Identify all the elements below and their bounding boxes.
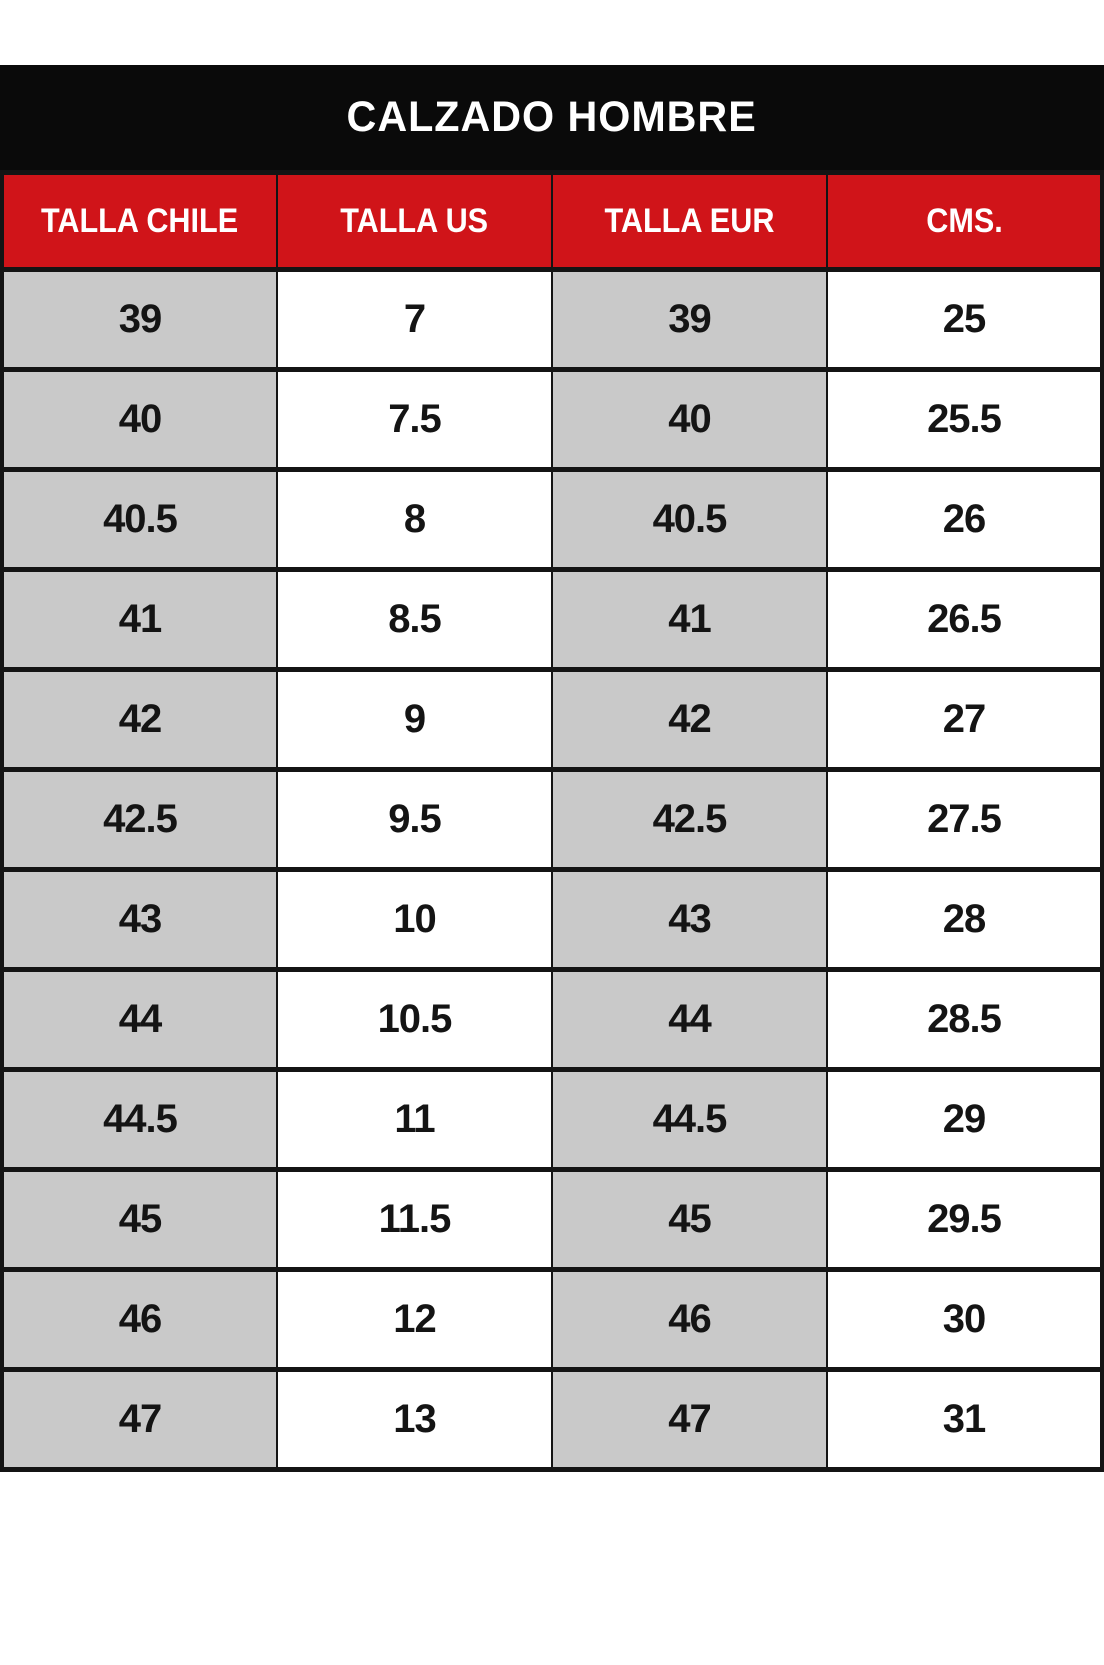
size-chart-page: [0, 65, 1104, 1665]
cell-talla-eur: 47: [552, 1370, 827, 1470]
cell-talla-eur: 44: [552, 970, 827, 1070]
column-header-talla-us: [277, 173, 552, 270]
cell-talla-chile: 40: [2, 370, 277, 470]
cell-talla-chile: 39: [2, 270, 277, 370]
cell-talla-chile: 44.5: [2, 1070, 277, 1170]
size-table: [0, 170, 1104, 1472]
cell-talla-chile: 45: [2, 1170, 277, 1270]
cell-cms: 31: [827, 1370, 1102, 1470]
column-header-label: TALLA EUR: [604, 201, 775, 240]
cell-cms: 26: [827, 470, 1102, 570]
cell-talla-eur: 42.5: [552, 770, 827, 870]
table-row: [2, 1270, 1102, 1370]
cell-cms: 25: [827, 270, 1102, 370]
cell-talla-us: 9: [277, 670, 552, 770]
cell-cms: 27: [827, 670, 1102, 770]
cell-talla-chile: 41: [2, 570, 277, 670]
cell-talla-us: 9.5: [277, 770, 552, 870]
cell-talla-eur: 44.5: [552, 1070, 827, 1170]
table-row: [2, 470, 1102, 570]
column-header-label: TALLA US: [340, 201, 489, 240]
cell-cms: 25.5: [827, 370, 1102, 470]
chart-title: CALZADO HOMBRE: [346, 93, 758, 141]
cell-cms: 28: [827, 870, 1102, 970]
table-row: [2, 370, 1102, 470]
cell-talla-chile: 46: [2, 1270, 277, 1370]
chart-title-banner: [0, 65, 1104, 170]
cell-cms: 29.5: [827, 1170, 1102, 1270]
table-row: [2, 870, 1102, 970]
table-row: [2, 1370, 1102, 1470]
cell-talla-us: 11.5: [277, 1170, 552, 1270]
cell-talla-chile: 40.5: [2, 470, 277, 570]
column-header-talla-chile: [2, 173, 277, 270]
cell-talla-chile: 43: [2, 870, 277, 970]
cell-talla-us: 10: [277, 870, 552, 970]
table-row: [2, 1070, 1102, 1170]
cell-talla-chile: 42: [2, 670, 277, 770]
header-row: [2, 173, 1102, 270]
cell-talla-chile: 44: [2, 970, 277, 1070]
table-row: [2, 970, 1102, 1070]
cell-talla-us: 7: [277, 270, 552, 370]
cell-cms: 30: [827, 1270, 1102, 1370]
cell-talla-us: 10.5: [277, 970, 552, 1070]
table-row: [2, 1170, 1102, 1270]
cell-talla-us: 8.5: [277, 570, 552, 670]
cell-talla-eur: 45: [552, 1170, 827, 1270]
column-header-label: TALLA CHILE: [41, 201, 239, 240]
cell-talla-us: 11: [277, 1070, 552, 1170]
table-row: [2, 270, 1102, 370]
cell-talla-us: 12: [277, 1270, 552, 1370]
cell-cms: 29: [827, 1070, 1102, 1170]
cell-talla-us: 13: [277, 1370, 552, 1470]
cell-cms: 27.5: [827, 770, 1102, 870]
cell-talla-eur: 40.5: [552, 470, 827, 570]
table-row: [2, 570, 1102, 670]
cell-talla-eur: 46: [552, 1270, 827, 1370]
table-row: [2, 670, 1102, 770]
table-row: [2, 770, 1102, 870]
cell-talla-eur: 39: [552, 270, 827, 370]
cell-cms: 28.5: [827, 970, 1102, 1070]
cell-cms: 26.5: [827, 570, 1102, 670]
cell-talla-chile: 47: [2, 1370, 277, 1470]
column-header-label: CMS.: [925, 201, 1003, 240]
cell-talla-us: 8: [277, 470, 552, 570]
column-header-cms: [827, 173, 1102, 270]
cell-talla-eur: 43: [552, 870, 827, 970]
cell-talla-us: 7.5: [277, 370, 552, 470]
cell-talla-eur: 41: [552, 570, 827, 670]
cell-talla-chile: 42.5: [2, 770, 277, 870]
column-header-talla-eur: [552, 173, 827, 270]
cell-talla-eur: 42: [552, 670, 827, 770]
cell-talla-eur: 40: [552, 370, 827, 470]
